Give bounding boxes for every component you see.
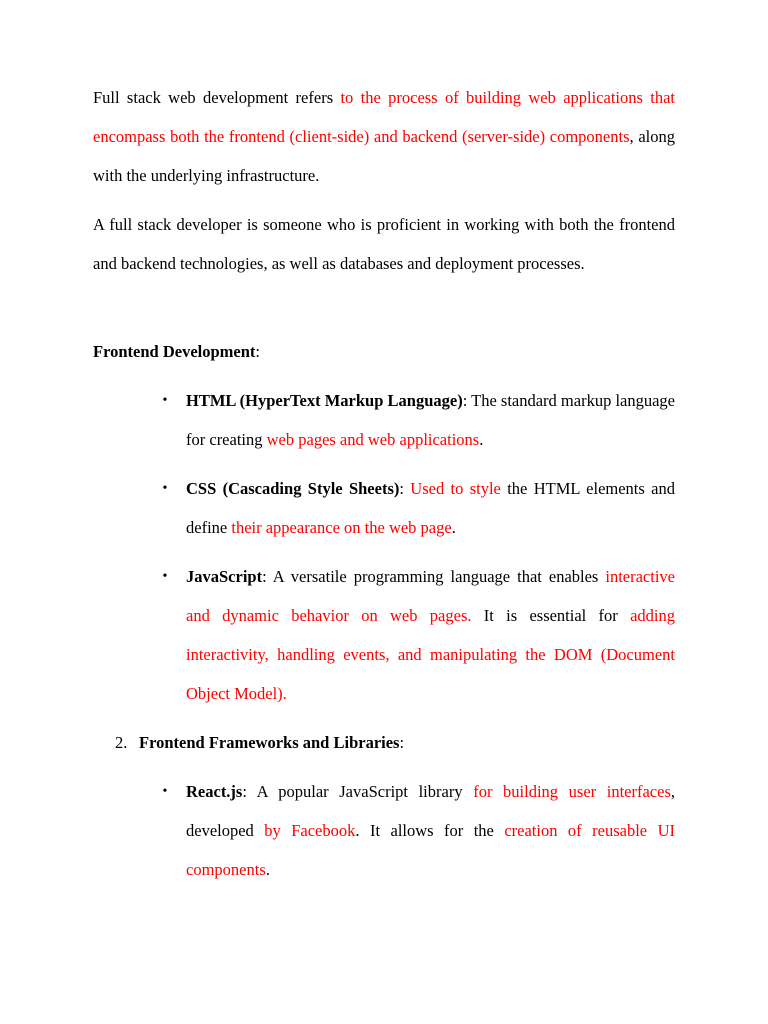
bullet-highlight: creation of reusable UI components xyxy=(186,821,675,879)
bullet-text: the HTML elements and define xyxy=(186,479,675,537)
frontend-heading-colon: : xyxy=(255,342,260,361)
numbered-item-frameworks xyxy=(115,723,675,762)
bullet-highlight: web pages and web applications xyxy=(266,430,480,449)
bullet-text: , developed xyxy=(186,782,676,840)
list-number: 2. xyxy=(115,733,128,752)
bullet-highlight: Used to style xyxy=(410,479,501,498)
bullet-text-end: . xyxy=(265,860,270,879)
bullet-highlight: by Facebook xyxy=(264,821,356,840)
bullet-term: HTML (HyperText Markup Language) xyxy=(186,391,463,410)
bullet-item-react xyxy=(162,772,676,889)
bullet-item-html xyxy=(162,381,675,459)
bullet-highlight: for building user interfaces xyxy=(473,782,671,801)
bullet-text-end: . xyxy=(479,430,484,449)
bullet-term: React.js xyxy=(186,782,243,801)
bullet-highlight: interactive and dynamic behavior on web pages. xyxy=(186,567,675,625)
intro-paragraph xyxy=(93,78,675,195)
bullet-text: : A popular JavaScript library xyxy=(242,782,474,801)
bullet-highlight: their appearance on the web page xyxy=(231,518,452,537)
developer-paragraph xyxy=(93,205,675,283)
intro-text-start: Full stack web development refers xyxy=(93,88,341,107)
bullet-text: : The standard markup language for creating xyxy=(186,391,675,449)
bullet-text: : xyxy=(399,479,411,498)
bullet-dot-icon: • xyxy=(162,569,168,584)
bullet-term: JavaScript xyxy=(186,567,263,586)
bullet-text: . It allows for the xyxy=(355,821,505,840)
bullet-text: It is essential for xyxy=(471,606,631,625)
frontend-heading-label: Frontend Development xyxy=(93,342,256,361)
frontend-heading xyxy=(93,332,675,371)
numbered-colon: : xyxy=(399,733,405,752)
numbered-heading: Frontend Frameworks and Libraries xyxy=(139,733,400,752)
bullet-dot-icon: • xyxy=(162,481,168,496)
intro-highlight: to the process of building web applications that encompass both the frontend (client-side) and backend (server-side) components xyxy=(93,88,675,146)
bullet-highlight: adding interactivity, handling events, and manipulating the DOM (Document Object Model). xyxy=(186,606,675,703)
bullet-text: : A versatile programming language that enables xyxy=(262,567,606,586)
bullet-term: CSS (Cascading Style Sheets) xyxy=(186,479,400,498)
bullet-text-end: . xyxy=(451,518,456,537)
bullet-item-javascript xyxy=(162,557,675,713)
bullet-item-css xyxy=(162,469,675,547)
bullet-dot-icon: • xyxy=(162,393,168,408)
bullet-dot-icon: • xyxy=(162,784,168,799)
developer-text: A full stack developer is someone who is proficient in working with both the frontend and backend technologies, as well as databases and deployment processes. xyxy=(93,215,675,273)
intro-text-end: , along with the underlying infrastructure. xyxy=(93,127,675,185)
